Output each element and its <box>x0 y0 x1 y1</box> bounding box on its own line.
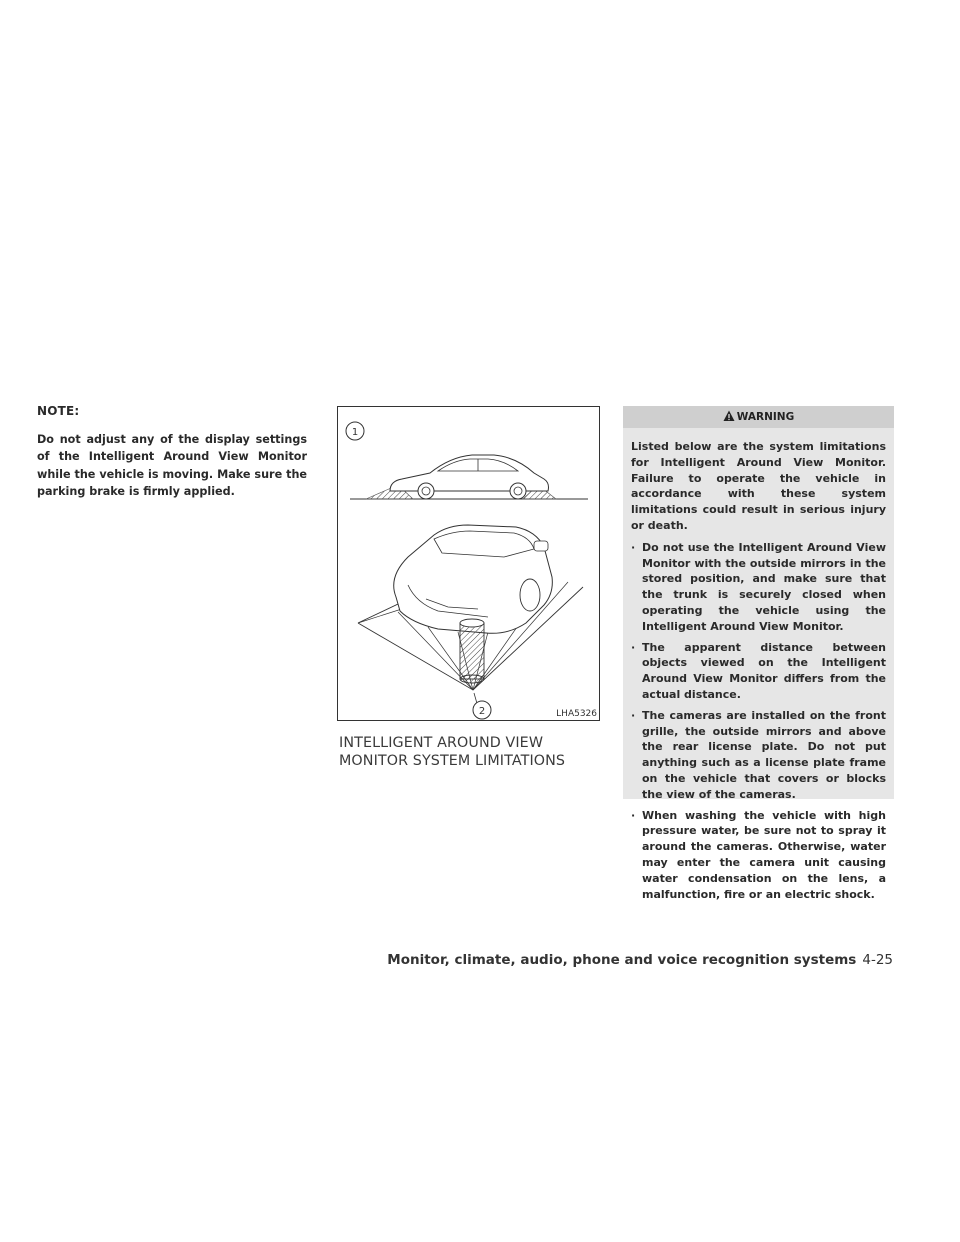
perspective-view-car <box>358 525 583 690</box>
warning-header <box>623 406 894 428</box>
vehicle-illustration <box>338 407 599 720</box>
section-title <box>339 734 609 770</box>
camera-figure <box>337 406 600 721</box>
warning-triangle-icon <box>723 410 735 422</box>
svg-text:1: 1 <box>351 427 359 438</box>
warning-list <box>631 540 886 903</box>
chapter-title: Monitor, climate, audio, phone and voice recognition systems <box>387 952 857 968</box>
callout-1 <box>346 422 364 440</box>
warning-box <box>623 406 894 901</box>
warning-item: · The cameras are installed on the front grille, the outside mirrors and above the rear license plate. Do not put anything such as a license plate frame on the vehicle that covers or blocks the view of the cameras. <box>631 708 886 801</box>
warning-intro: Listed below are the system limitations for Intelligent Around View Monitor. Failure to operate the vehicle in accordance with these system limitations could result in serious injury or death. <box>631 440 886 532</box>
svg-text:2: 2 <box>478 706 486 717</box>
page-number: 4-25 <box>862 952 893 968</box>
warning-item: · When washing the vehicle with high pressure water, be sure not to spray it around the cameras. Otherwise, water may enter the camera unit causing water condensation on the lens, a malfunction, fire or an electric shock. <box>631 808 886 901</box>
callout-2 <box>473 693 491 719</box>
side-view-car <box>350 455 588 499</box>
warning-item: · The apparent distance between objects viewed on the Intelligent Around View Monitor differs from the actual distance. <box>631 640 886 701</box>
note-heading: NOTE: <box>37 404 80 418</box>
warning-item: · Do not use the Intelligent Around View Monitor with the outside mirrors in the stored position, and make sure that the trunk is securely closed when operating the vehicle using the Intelligent Around View Monitor. <box>631 540 886 633</box>
note-body: Do not adjust any of the display settings of the Intelligent Around View Monitor while the vehicle is moving. Make sure the parking brake is firmly applied. <box>37 433 307 499</box>
figure-code: LHA5326 <box>556 709 597 719</box>
warning-title: WARNING <box>736 411 795 423</box>
section-title-line-1: INTELLIGENT AROUND VIEW <box>339 735 544 751</box>
section-title-line-2: MONITOR SYSTEM LIMITATIONS <box>339 753 566 769</box>
page-footer <box>0 952 893 968</box>
